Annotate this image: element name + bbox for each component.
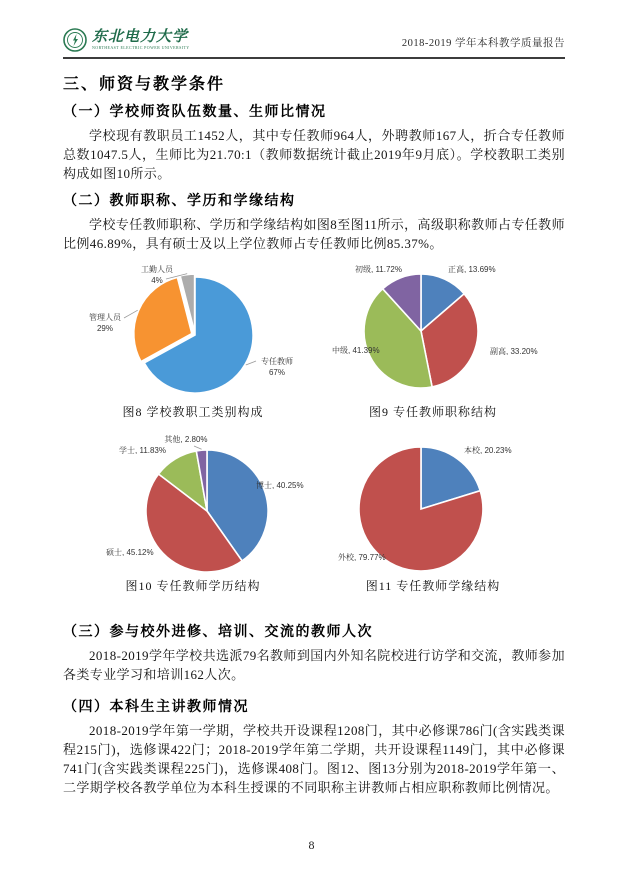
subsection-1-heading: （一）学校师资队伍数量、生师比情况 (63, 103, 327, 119)
pie-slice-label: 管理人员 29% (89, 313, 121, 333)
university-logo (63, 28, 190, 52)
figure-8-pie-chart (80, 258, 320, 421)
pie-slice-label: 副高, 33.20% (490, 347, 538, 356)
charts-grid (80, 258, 565, 595)
pie-slice-label: 学士, 11.83% (119, 446, 166, 455)
page-header (63, 26, 565, 59)
subsection-2-paragraph: 学校专任教师职称、学历和学缘结构如图8至图11所示，高级职称教师占专任教师比例46.89%，具有硕士及以上学位教师占专任教师比例85.37%。 (63, 217, 565, 251)
pie-slice-label: 其他, 2.80% (164, 435, 208, 444)
pie-slice-label: 外校, 79.77% (338, 553, 386, 562)
title-structure-pie (330, 258, 580, 403)
section-title: 三、师资与教学条件 (63, 76, 226, 93)
pie-slice-label: 硕士, 45.12% (106, 548, 154, 557)
figure-10-caption: 图10 专任教师学历结构 (125, 579, 261, 593)
figure-10-pie-chart (80, 427, 320, 595)
pie-slice-label: 专任教师 67% (261, 357, 293, 377)
university-emblem-icon (63, 28, 87, 52)
figure-9-pie-chart (330, 258, 580, 421)
subsection-2-heading: （二）教师职称、学历和学缘结构 (63, 192, 296, 208)
pie-label-leader-line (194, 446, 202, 449)
subsection-4-paragraph: 2018-2019学年第一学期，学校共开设课程1208门，其中必修课786门(含实践类课程215门)，选修课422门；2018-2019学年第二学期，共开设课程1149门，其中必修课741门(含实践类课程225门)，选修课408门。图12、图13分别为2018-2019学年第一、二学期学校各教学单位为本科生授课的不同职称主讲教师占相应职称教师比例情况。 (63, 723, 565, 795)
subsection-1-paragraph: 学校现有教职员工1452人，其中专任教师964人，外聘教师167人，折合专任教师总数1047.5人，生师比为21.70:1（教师数据统计截止2019年9月底）。学校教职工类别构成如图10所示。 (63, 128, 565, 181)
figure-11-caption: 图11 专任教师学缘结构 (365, 579, 501, 593)
subsection-4-heading: （四）本科生主讲教师情况 (63, 698, 249, 714)
university-name: 东北电力大学 (92, 29, 189, 45)
origin-structure-pie (330, 427, 580, 577)
pie-slice-label: 本校, 20.23% (464, 446, 512, 455)
figure-11-pie-chart (330, 427, 580, 595)
pie-slice-label: 工勤人员 4% (141, 265, 173, 285)
subsection-3-heading: （三）参与校外进修、培训、交流的教师人次 (63, 623, 373, 639)
figure-8-caption: 图8 学校教职工类别构成 (122, 405, 264, 419)
report-header-title: 2018-2019 学年本科教学质量报告 (401, 38, 565, 49)
pie-slice-label: 正高, 13.69% (448, 265, 496, 274)
page-number: 8 (308, 838, 315, 852)
figure-9-caption: 图9 专任教师职称结构 (368, 405, 497, 419)
pie-slice-label: 初级, 11.72% (355, 265, 402, 274)
degree-structure-pie (80, 427, 320, 577)
pie-slice-label: 博士, 40.25% (256, 481, 304, 490)
pie-slice-label: 中级, 41.39% (332, 346, 380, 355)
university-name-en: NORTHEAST ELECTRIC POWER UNIVERSITY (92, 45, 190, 50)
subsection-3-paragraph: 2018-2019学年学校共选派79名教师到国内外知名院校进行访学和交流，教师参加各类专业学习和培训162人次。 (63, 648, 565, 682)
staff-composition-pie (80, 258, 320, 403)
